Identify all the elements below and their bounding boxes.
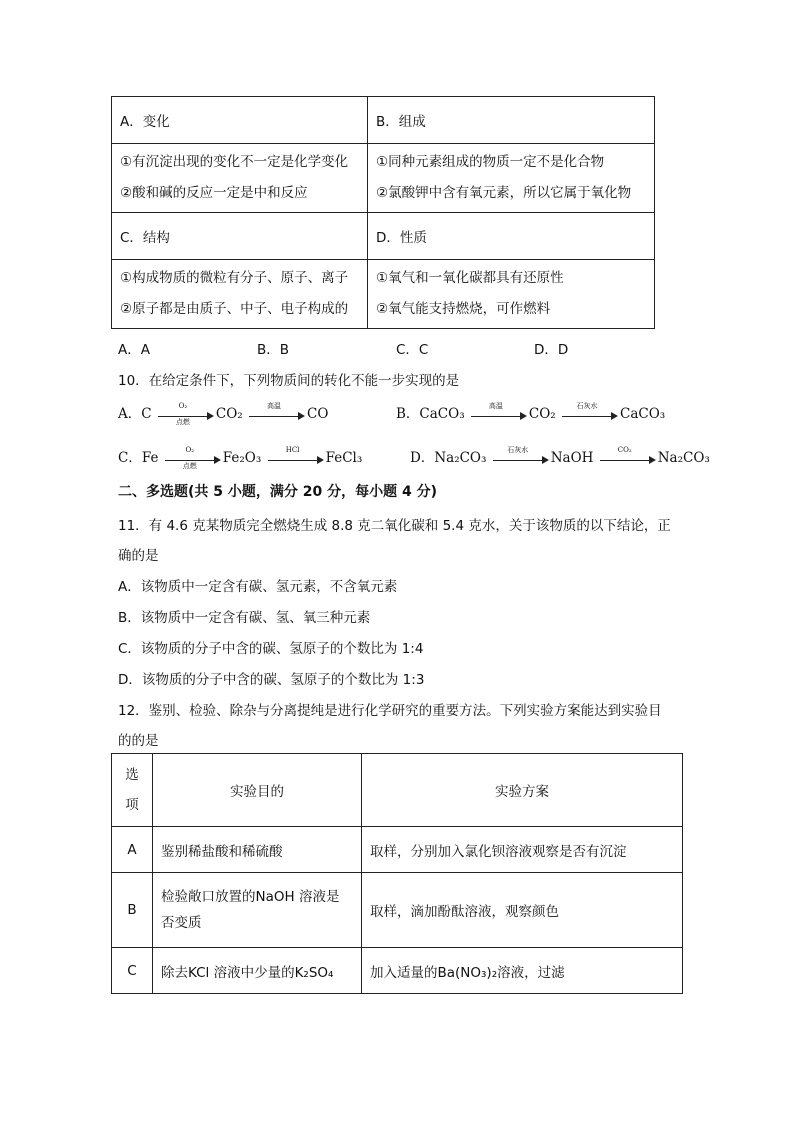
q11-option-c[interactable]: C．该物质的分子中含的碳、氢原子的个数比为 1:4 xyxy=(118,641,424,657)
reaction-arrow xyxy=(562,401,618,422)
q9-c-item-2: ②原子都是由质子、中子、电子构成的 xyxy=(120,301,349,317)
q11-option-b[interactable]: B．该物质中一定含有碳、氢、氧三种元素 xyxy=(118,610,371,626)
arrow-condition: HCl xyxy=(285,445,300,454)
q10-c-label: C． xyxy=(118,450,142,466)
q10-a-label: A． xyxy=(118,406,142,422)
q12-row-purpose: 除去KCl 溶液中少量的K₂SO₄ xyxy=(153,948,362,994)
q11-option-d[interactable]: D．该物质的分子中含的碳、氢原子的个数比为 1:3 xyxy=(118,672,425,688)
q11-stem-line1: 11．有 4.6 克某物质完全燃烧生成 8.8 克二氧化碳和 5.4 克水，关于该物质的以下结论，正 xyxy=(118,518,671,534)
q9-b-item-2: ②氯酸钾中含有氧元素，所以它属于氧化物 xyxy=(376,185,632,201)
q12-row-option: B xyxy=(112,873,153,948)
q10-c-s1: Fe xyxy=(141,450,159,466)
q9-d-item-2: ②氧气能支持燃烧，可作燃料 xyxy=(376,301,551,317)
q10-a-s1: C xyxy=(141,406,152,422)
table-row[interactable] xyxy=(112,873,683,948)
arrow-condition: 点燃 xyxy=(175,417,190,426)
q10-a-s3: CO xyxy=(307,406,329,422)
q9-c-item-1: ①构成物质的微粒有分子、原子、离子 xyxy=(120,270,349,286)
q9-b-body xyxy=(368,144,655,213)
q9-b-item-1: ①同种元素组成的物质一定不是化合物 xyxy=(376,154,605,170)
q10-d-s2: NaOH xyxy=(550,450,594,466)
q10-c-s3: FeCl₃ xyxy=(325,450,363,466)
q10-b-s3: CaCO₃ xyxy=(620,406,666,422)
q10-d-label: D． xyxy=(410,450,435,466)
q12-row-purpose: 鉴别稀盐酸和稀硫酸 xyxy=(153,827,362,873)
q9-option-d[interactable]: D．D xyxy=(534,342,569,358)
q9-table xyxy=(111,96,655,329)
reaction-arrow xyxy=(471,401,527,422)
reaction-arrow xyxy=(158,401,214,426)
arrow-condition: 点燃 xyxy=(182,461,197,470)
q10-d-s3: Na₂CO₃ xyxy=(657,450,710,466)
arrow-condition: O₂ xyxy=(185,445,195,454)
q12-row-option: C xyxy=(112,948,153,994)
table-row[interactable] xyxy=(112,827,683,873)
header-text: 项 xyxy=(125,797,139,813)
section-title: 二、多选题(共 5 小题，满分 20 分，每小题 4 分) xyxy=(118,484,438,500)
q9-a-item-2: ②酸和碱的反应一定是中和反应 xyxy=(120,185,308,201)
arrow-condition: O₂ xyxy=(178,401,188,410)
q10-b-s2: CO₂ xyxy=(528,406,556,422)
q9-d-body xyxy=(368,260,655,329)
q10-b-label: B． xyxy=(396,406,420,422)
q12-row-plan: 取样，分别加入氯化钡溶液观察是否有沉淀 xyxy=(362,827,683,873)
purpose-text: 检验敞口放置的NaOH 溶液是 xyxy=(161,889,340,905)
q9-a-header: A．变化 xyxy=(112,97,368,144)
table-row[interactable] xyxy=(112,948,683,994)
q10-a-s2: CO₂ xyxy=(215,406,243,422)
q10-stem: 10．在给定条件下，下列物质间的转化不能一步实现的是 xyxy=(118,373,460,389)
q12-header-plan: 实验方案 xyxy=(362,754,683,827)
q10-option-a[interactable] xyxy=(118,401,329,426)
arrow-condition: 石灰水 xyxy=(576,401,598,410)
q10-option-d[interactable] xyxy=(410,446,710,466)
arrow-condition: CO₂ xyxy=(617,445,632,454)
q9-option-c[interactable]: C．C xyxy=(396,342,429,358)
q10-option-c[interactable] xyxy=(118,445,363,470)
q11-option-a[interactable]: A．该物质中一定含有碳、氢元素，不含氧元素 xyxy=(118,579,398,595)
arrow-condition: 高温 xyxy=(267,401,281,410)
q10-d-s1: Na₂CO₃ xyxy=(434,450,487,466)
q12-row-plan: 加入适量的Ba(NO₃)₂溶液，过滤 xyxy=(362,948,683,994)
q12-row-option: A xyxy=(112,827,153,873)
q12-header-option xyxy=(112,754,153,827)
reaction-arrow xyxy=(493,445,549,466)
q9-b-header: B．组成 xyxy=(368,97,655,144)
purpose-text: 否变质 xyxy=(161,915,202,931)
q12-row-purpose xyxy=(153,873,362,948)
arrow-condition: 石灰水 xyxy=(507,445,529,454)
reaction-arrow xyxy=(249,401,305,422)
q9-c-body xyxy=(112,260,368,329)
q9-d-item-1: ①氧气和一氧化碳都具有还原性 xyxy=(376,270,564,286)
q9-option-b[interactable]: B．B xyxy=(257,342,290,358)
reaction-arrow xyxy=(600,445,656,466)
q9-a-item-1: ①有沉淀出现的变化不一定是化学变化 xyxy=(120,154,349,170)
q12-stem-line2: 的的是 xyxy=(118,733,159,749)
arrow-condition: 高温 xyxy=(488,401,503,410)
q12-stem-line1: 12．鉴别、检验、除杂与分离提纯是进行化学研究的重要方法。下列实验方案能达到实验目 xyxy=(118,703,662,719)
q11-stem-line2: 确的是 xyxy=(118,548,159,564)
q12-table xyxy=(111,753,683,994)
q10-b-s1: CaCO₃ xyxy=(419,406,465,422)
q12-header-purpose: 实验目的 xyxy=(153,754,362,827)
reaction-arrow xyxy=(268,445,324,466)
q9-a-body xyxy=(112,144,368,213)
q9-d-header: D．性质 xyxy=(368,213,655,260)
reaction-arrow xyxy=(165,445,221,470)
q10-c-s2: Fe₂O₃ xyxy=(222,450,262,466)
q9-c-header: C．结构 xyxy=(112,213,368,260)
header-text: 选 xyxy=(125,767,139,783)
q10-option-b[interactable] xyxy=(396,402,665,422)
q12-row-plan: 取样，滴加酚酞溶液，观察颜色 xyxy=(362,873,683,948)
q9-option-a[interactable]: A．A xyxy=(118,342,150,358)
